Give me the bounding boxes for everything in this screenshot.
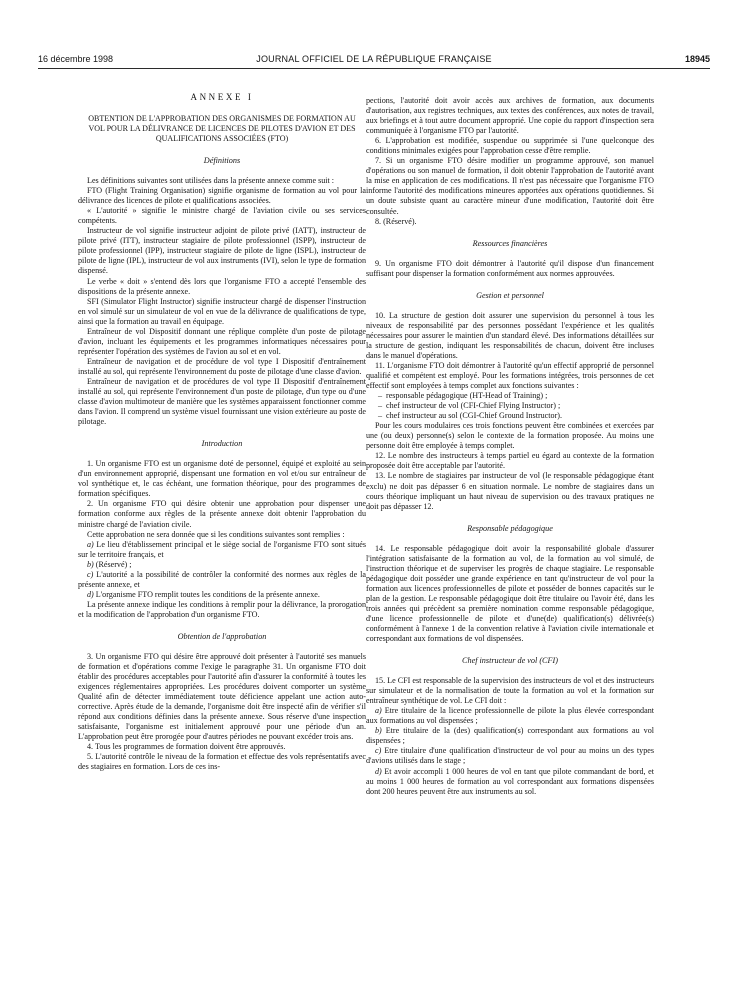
paragraph: Instructeur de vol signifie instructeur adjoint de pilote privé (IATT), instructeur de pilote privé (ITT), instructeur stagiaire de pilote professionnel (ISPP), instructeur de pilote professionnel (IPP), instructeur stagiaire de pilote de ligne (ISPL), instructeur de pilote de ligne (IPL), instructeur de vol aux instruments (IVI), selon le type de formation dispensé. — [78, 226, 366, 276]
paragraph: Les définitions suivantes sont utilisées dans la présente annexe comme suit : — [87, 176, 335, 186]
dash-bullet: – — [378, 391, 383, 401]
cfi-block — [366, 676, 654, 797]
condition-item — [78, 560, 366, 570]
paragraph: Pour les cours modulaires ces trois fonctions peuvent être combinées et exercées par une (ou deux) personne(s) selon le contexte de la formation proposée. Au moins une personne doit être employée à temps complet. — [366, 421, 654, 451]
item-text: Etre titulaire de la (des) qualification(s) correspondant aux formations au vol dispensées ; — [366, 726, 654, 746]
paragraph: La présente annexe indique les conditions à remplir pour la délivrance, la prorogation et la modification de l'approbation d'un organisme FTO. — [78, 599, 366, 619]
condition-item — [78, 570, 366, 590]
paragraph: 7. Si un organisme FTO désire modifier un programme approuvé, son manuel d'opérations ou son manuel de formation, il doit obtenir l'approbation de l'autorité avant la mise en application de ces modifications. Il n'est pas nécessaire que l'organisme FTO informe l'autorité des modifications mineures apportées aux opérations quotidiennes. Si un doute subsiste quant au caractère mineur d'une modification, l'autorité doit être consultée. — [366, 156, 654, 216]
paragraph: pections, l'autorité doit avoir accès aux archives de formation, aux documents d'autorisation, aux registres techniques, aux textes des conférences, aux notes de travail, aux briefings et à tout autre document approprié. Une copie du rapport d'inspection sera communiquée à l'organisme FTO par l'autorité. — [366, 96, 654, 136]
cfi-item — [366, 746, 654, 766]
role-item — [366, 391, 654, 401]
paragraph: 11. L'organisme FTO doit démontrer à l'autorité qu'un effectif approprié de personnel qualifié et compétent est employé. Pour les formations intégrées, trois personnes de cet effectif sont employées à temps complet aux fonctions suivantes : — [366, 360, 654, 391]
right-column — [366, 96, 654, 966]
section-heading-definitions: Définitions — [203, 156, 241, 166]
role-text: responsable pédagogique (HT-Head of Training) ; — [386, 391, 548, 401]
section-heading-gestion: Gestion et personnel — [476, 290, 544, 300]
cfi-item — [366, 706, 654, 726]
paragraph: 8. (Réservé). — [375, 216, 417, 226]
page-header — [38, 52, 710, 66]
paragraph: Entraîneur de navigation et de procédure de vol type I Dispositif d'entraînement installé au sol, qui représente l'environnement du poste de pilotage d'une classe d'avion. — [78, 356, 366, 376]
header-date: 16 décembre 1998 — [38, 54, 114, 64]
header-page-number: 18945 — [684, 54, 710, 64]
section-heading-responsable: Responsable pédagogique — [467, 523, 553, 533]
paragraph: 15. Le CFI est responsable de la supervision des instructeurs de vol et des instructeurs sur simulateur et de la normalisation de toute la formation au vol et la formation sur entraîneur synthétique de vol. Le CFI doit : — [366, 676, 654, 706]
paragraph: 12. Le nombre des instructeurs à temps partiel eu égard au contexte de la formation proposée doit être acceptable par l'autorité. — [366, 451, 654, 471]
item-text: L'organisme FTO remplit toutes les conditions de la présente annexe. — [93, 589, 320, 599]
definitions-block — [78, 176, 366, 427]
paragraph: Entraîneur de navigation et de procédures de vol type II Dispositif d'entraînement installé au sol, qui représente l'environnement d'un poste de pilotage, d'un type ou d'une classe d'avion multimoteur de manière que les systèmes apparaissent fonctionner comme dans l'avion. Il comprend un système visuel fournissant une vision extérieure au poste de pilotage. — [78, 376, 366, 427]
paragraph: 3. Un organisme FTO qui désire être approuvé doit présenter à l'autorité ses manuels de formation et d'opérations comme l'exige le paragraphe 31. Un organisme FTO doit établir des procédures acceptables pour l'autorité afin d'assurer la conformité à toutes les exigences réglementaires appropriées. Les procédures doivent comporter un système Qualité afin de détecter immédiatement toute déficience appelant une action auto-corrective. Après étude de la demande, l'organisme doit être inspecté afin de vérifier s'il répond aux conditions définies dans la présente annexe. Sous réserve d'une inspection satisfaisante, l'organisme est initialement approuvé pour une période d'un an. L'approbation peut être prorogée pour d'autres périodes ne pouvant excéder trois ans. — [78, 651, 366, 742]
section-heading-chef-instructeur: Chef instructeur de vol (CFI) — [462, 656, 558, 666]
item-letter: a) — [375, 706, 382, 716]
header-journal-title: JOURNAL OFFICIEL DE LA RÉPUBLIQUE FRANÇAISE — [256, 54, 492, 64]
item-letter: d) — [375, 766, 382, 776]
gestion-block — [366, 311, 654, 512]
item-text: L'autorité a la possibilité de contrôler la conformité des normes aux règles de la présente annexe, et — [78, 569, 366, 589]
item-letter: b) — [87, 559, 94, 569]
item-text: Le lieu d'établissement principal et le siège social de l'organisme FTO sont situés sur le territoire français, et — [78, 539, 366, 559]
obtention-block — [78, 652, 366, 773]
cfi-item — [366, 726, 654, 746]
item-text: Et avoir accompli 1 000 heures de vol en tant que pilote commandant de bord, et au moins 1 000 heures de formation au vol correspondant aux formations dispensées dont 200 heures peuvent être aux instruments au sol. — [366, 766, 654, 796]
paragraph: Entraîneur de vol Dispositif donnant une réplique complète d'un poste de pilotage d'avion, incluant les équipements et les programmes informatiques nécessaires pour représenter l'opération des systèmes de l'avion au sol et en vol. — [78, 326, 366, 356]
section-heading-obtention: Obtention de l'approbation — [177, 631, 267, 641]
item-text: Etre titulaire d'une qualification d'instructeur de vol pour au moins un des types d'avions utilisés dans le stage ; — [366, 746, 654, 766]
role-item — [366, 411, 654, 421]
item-letter: b) — [375, 726, 382, 736]
item-text: Etre titulaire de la licence professionnelle de pilote la plus élevée correspondant aux formations au vol dispensées ; — [366, 706, 654, 726]
condition-item — [78, 540, 366, 560]
annexe-title: OBTENTION DE L'APPROBATION DES ORGANISMES DE FORMATION AU VOL POUR LA DÉLIVRANCE DE LICENCES DE PILOTES D'AVION ET DES QUALIFICATIONS ASSOCIÉES (FTO) — [88, 114, 356, 144]
item-letter: c) — [375, 746, 382, 756]
section-heading-introduction: Introduction — [201, 439, 243, 449]
paragraph: 14. Le responsable pédagogique doit avoir la responsabilité globale d'assurer l'intégration satisfaisante de la formation au vol, de la formation au vol simulé, de l'instruction théorique et de superviser les progrès de chaque stagiaire. Le responsable pédagogique doit posséder une grande expérience en tant qu'instructeur de vol pour la formation aux licences professionnelles de pilote et posséder de bonnes capacités sur le plan de la gestion. Le responsable pédagogique doit être titulaire ou l'avoir été, dans les trois années qui précèdent sa première nomination comme responsable pédagogique, d'une licence professionnelle de pilote et d'une(de) qualification(s) délivrée(s) conformément à l'annexe 1 de la convention relative à l'aviation civile internationale et correspondant aux formations de vol dispensées. — [366, 543, 654, 644]
role-text: chef instructeur au sol (CGI-Chief Ground Instructor). — [386, 411, 562, 421]
role-item — [366, 401, 654, 411]
cfi-item — [366, 767, 654, 797]
paragraph: FTO (Flight Training Organisation) signifie organisme de formation au vol pour la délivrance des licences de pilote et qualifications associées. — [78, 186, 366, 206]
paragraph: 2. Un organisme FTO qui désire obtenir une approbation pour dispenser une formation conforme aux règles de la présente annexe doit obtenir l'approbation du ministre chargé de l'aviation civile. — [78, 499, 366, 529]
item-letter: d) — [87, 589, 94, 599]
paragraph: 5. L'autorité contrôle le niveau de la formation et effectue des vols représentatifs avec des stagiaires en formation. Lors de ces ins- — [78, 752, 366, 772]
role-text: chef instructeur de vol (CFI-Chief Flying Instructor) ; — [386, 401, 561, 411]
dash-bullet: – — [378, 401, 383, 411]
introduction-block — [78, 459, 366, 620]
paragraph: Le verbe « doit » s'entend dès lors que l'organisme FTO a accepté l'ensemble des dispositions de la présente annexe. — [78, 276, 366, 296]
left-column — [78, 92, 366, 962]
annexe-heading: ANNEXE I — [190, 92, 254, 102]
responsable-block — [366, 544, 654, 644]
dash-bullet: – — [378, 411, 383, 421]
condition-item — [78, 590, 366, 600]
paragraph: 1. Un organisme FTO est un organisme doté de personnel, équipé et exploité au sein d'un environnement approprié, dispensant une formation en vol et/ou sur entraîneur de vol synthétique et, le cas échéant, une formation théorique, pour des programmes de formation spécifiques. — [78, 459, 366, 499]
paragraph: 10. La structure de gestion doit assurer une supervision du personnel à tous les niveaux de responsabilité par des personnes possédant l'expérience et les qualités nécessaires pour assurer le maintien d'un standard élevé. Des informations détaillées sur la structure de gestion, indiquant les responsabilités de chacun, doivent être incluses dans le manuel d'opérations. — [366, 310, 654, 360]
paragraph: Cette approbation ne sera donnée que si les conditions suivantes sont remplies : — [87, 529, 345, 539]
paragraph: 13. Le nombre de stagiaires par instructeur de vol (le responsable pédagogique étant exclu) ne doit pas dépasser 6 en situation normale. Le nombre de stagiaires dans un cours théorique impliquant un haut niveau de supervision ou des travaux pratiques ne doit pas dépasser 12. — [366, 471, 654, 511]
paragraph: 9. Un organisme FTO doit démontrer à l'autorité qu'il dispose d'un financement suffisant pour dispenser la formation conformément aux normes approuvées. — [366, 258, 654, 278]
ressources-block — [366, 259, 654, 279]
paragraph: 4. Tous les programmes de formation doivent être approuvés. — [87, 742, 286, 752]
item-letter: a) — [87, 539, 94, 549]
item-text: (Réservé) ; — [93, 559, 132, 569]
continued-block — [366, 96, 654, 227]
paragraph: « L'autorité » signifie le ministre chargé de l'aviation civile ou ses services compétents. — [78, 206, 366, 226]
section-heading-ressources: Ressources financières — [472, 238, 548, 248]
header-rule — [38, 68, 710, 69]
paragraph: 6. L'approbation est modifiée, suspendue ou supprimée si l'une quelconque des conditions minimales exigées pour l'approbation cesse d'être remplie. — [366, 136, 654, 156]
item-letter: c) — [87, 569, 94, 579]
paragraph: SFI (Simulator Flight Instructor) signifie instructeur chargé de dispenser l'instruction en vol simulé sur un simulateur de vol en vue de la délivrance de qualifications de type, ainsi que la formation au travail en équipage. — [78, 296, 366, 326]
